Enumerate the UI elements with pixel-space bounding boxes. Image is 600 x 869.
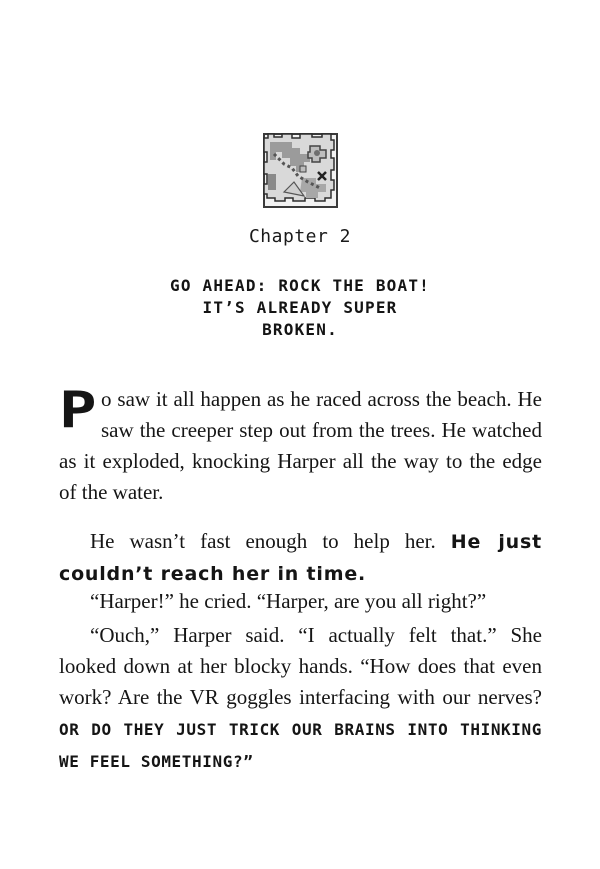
paragraph-3-text: “Harper!” he cried. “Harper, are you all right?” <box>90 589 487 613</box>
paragraph-1-text: o saw it all happen as he raced across the beach. He saw the creeper step out from the trees. He watched as it exploded, knocking Harper all the way to the edge of the water. <box>59 387 542 504</box>
chapter-title-line: IT’S ALREADY SUPER <box>202 298 398 317</box>
chapter-title-line: GO AHEAD: ROCK THE BOAT! <box>170 276 430 295</box>
paragraph-4 <box>59 620 542 777</box>
paragraph-2-text: He wasn’t fast enough to help her. <box>90 529 451 553</box>
treasure-map-icon <box>262 132 339 209</box>
paragraph-2 <box>59 526 542 590</box>
chapter-title-line: BROKEN. <box>262 320 338 339</box>
paragraph-1 <box>59 381 542 508</box>
drop-cap: P <box>59 381 97 439</box>
chapter-title <box>100 275 500 341</box>
paragraph-2-emphasis: He just couldn’t reach her in time. <box>59 531 542 585</box>
chapter-label: Chapter 2 <box>248 226 352 247</box>
paragraph-4-emphasis: OR DO THEY JUST TRICK OUR BRAINS INTO THINKING WE FEEL SOMETHING?” <box>59 720 542 771</box>
paragraph-4-text: “Ouch,” Harper said. “I actually felt that.” She looked down at her blocky hands. “How does that even work? Are the VR goggles interfacing with our nerves? <box>59 623 542 709</box>
paragraph-3 <box>59 586 542 617</box>
